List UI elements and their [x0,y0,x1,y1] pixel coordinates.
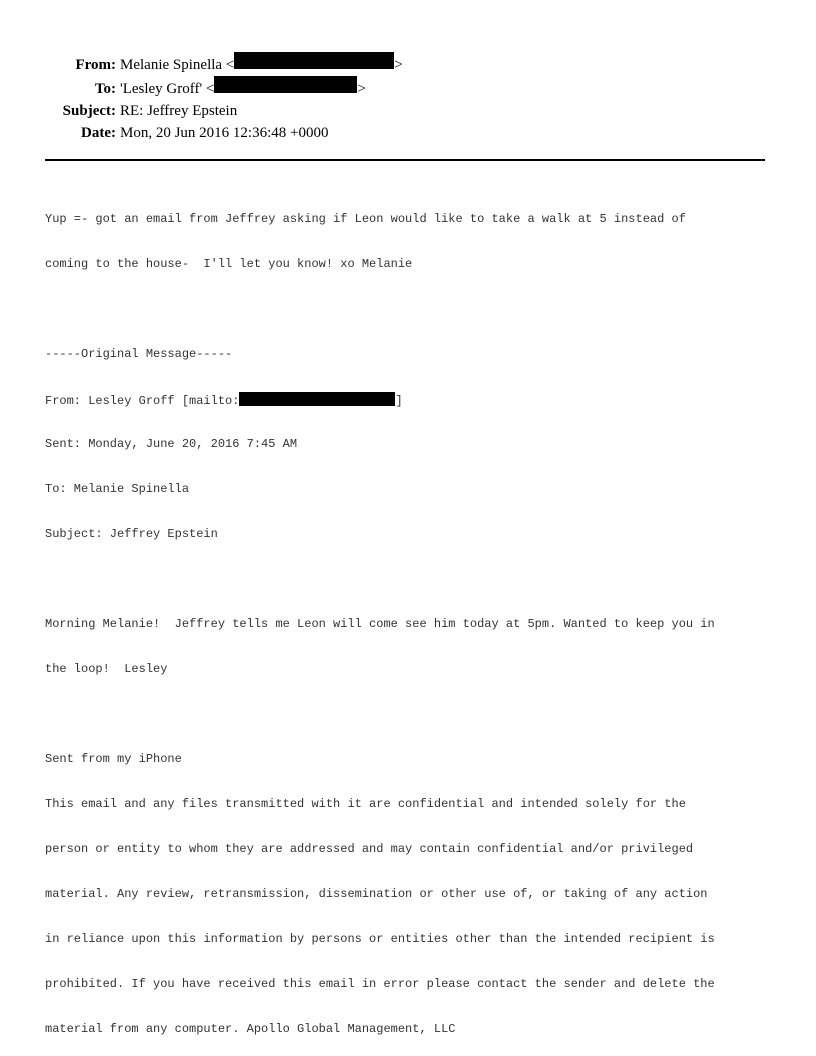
date-row [0,122,816,144]
from-label: From: [75,57,116,73]
to-value [120,76,366,100]
email-body [45,182,785,1052]
signature-line: Sent from my iPhone [45,752,182,766]
reply-line: coming to the house- I'll let you know! xo Melanie [45,257,413,271]
original-sent-line: Sent: Monday, June 20, 2016 7:45 AM [45,437,298,451]
original-from-prefix: From: Lesley Groff [mailto: [45,394,240,408]
message-line: Morning Melanie! Jeffrey tells me Leon will come see him today at 5pm. Wanted to keep you in [45,617,715,631]
original-email-redaction [239,392,395,406]
subject-value: RE: Jeffrey Epstein [120,103,238,119]
spacer [45,707,785,722]
subject-row [0,100,816,122]
header-divider [45,159,765,161]
disclaimer-line: person or entity to whom they are addressed and may contain confidential and/or privileged [45,842,694,856]
from-close: > [394,57,403,73]
date-value: Mon, 20 Jun 2016 12:36:48 +0000 [120,125,329,141]
original-from-suffix: ] [395,394,403,408]
spacer [45,302,785,317]
from-value [120,52,403,76]
message-line: the loop! Lesley [45,662,168,676]
original-subject-line: Subject: Jeffrey Epstein [45,527,218,541]
disclaimer-line: prohibited. If you have received this email in error please contact the sender and delete the [45,977,715,991]
disclaimer-line: in reliance upon this information by persons or entities other than the intended recipient is [45,932,715,946]
to-close: > [357,81,366,97]
from-email-redaction [234,52,394,69]
disclaimer-line: material from any computer. Apollo Global Management, LLC [45,1022,456,1036]
to-name: 'Lesley Groff' < [120,81,215,97]
spacer [45,572,785,587]
date-label: Date: [81,125,116,141]
disclaimer-line: material. Any review, retransmission, dissemination or other use of, or taking of any action [45,887,708,901]
original-message-header: -----Original Message----- [45,347,233,361]
to-email-redaction [214,76,357,93]
to-row [0,76,816,100]
from-row [0,52,816,76]
from-name: Melanie Spinella < [120,57,235,73]
original-to-line: To: Melanie Spinella [45,482,190,496]
subject-label: Subject: [62,103,116,119]
reply-line: Yup =- got an email from Jeffrey asking if Leon would like to take a walk at 5 instead of [45,212,686,226]
to-label: To: [94,81,116,97]
disclaimer-line: This email and any files transmitted with it are confidential and intended solely for the [45,797,686,811]
email-header [0,52,816,144]
original-from-line [45,392,785,407]
